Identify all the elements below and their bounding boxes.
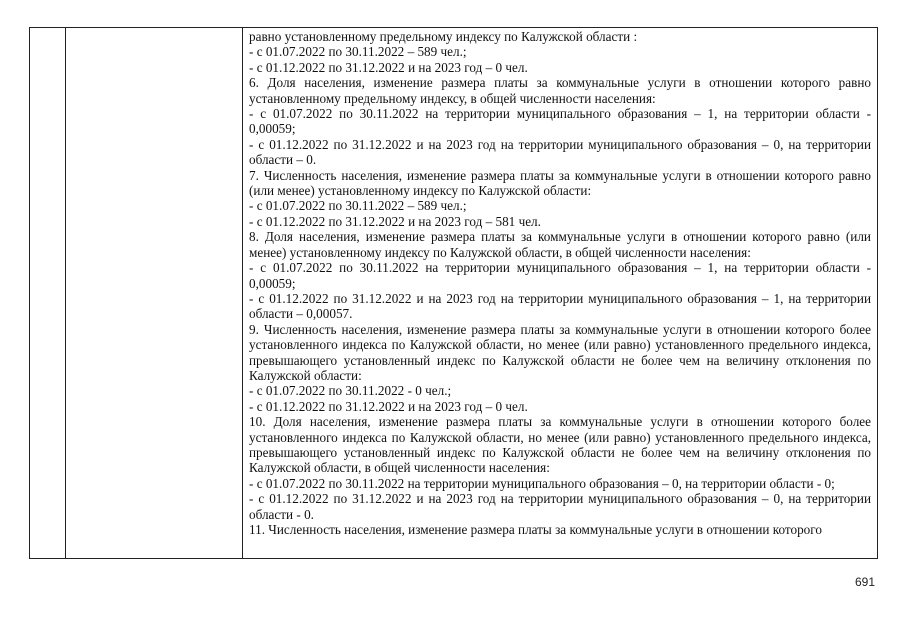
text-line: 7. Численность населения, изменение размера платы за коммунальные услуги в отношении которого равно (или менее) установленному индексу по Калужской области:	[249, 167, 871, 199]
text-line: - с 01.12.2022 по 31.12.2022 и на 2023 год – 581 чел.	[249, 213, 541, 229]
table-cell-content	[243, 28, 878, 559]
text-line: - с 01.07.2022 по 30.11.2022 на территории муниципального образования – 1, на территории области - 0,00059;	[249, 106, 871, 137]
document-table	[29, 27, 878, 559]
text-line: 11. Численность населения, изменение размера платы за коммунальные услуги в отношении которого	[249, 522, 822, 537]
text-line: 9. Численность населения, изменение размера платы за коммунальные услуги в отношении которого более установленного индекса по Калужской области, но менее (или равно) установленного предельного индекса, превышающего установленный индекс по Калужской области не более чем на величину отклонения по Калужской области:	[249, 321, 871, 383]
text-line: 10. Доля населения, изменение размера платы за коммунальные услуги в отношении которого более установленного индекса по Калужской области, но менее (или равно) установленного предельного индекса, превышающего установленный индекс по Калужской области не более чем на величину отклонения по Калужской области, в общей численности населения:	[249, 414, 871, 476]
content-text	[243, 28, 877, 558]
text-line: равно установленному предельному индексу по Калужской области :	[249, 29, 638, 44]
text-line: - с 01.07.2022 по 30.11.2022 – 589 чел.;	[249, 198, 467, 214]
text-line: 6. Доля населения, изменение размера платы за коммунальные услуги в отношении которого равно установленному предельному индексу, в общей численности населения:	[249, 75, 871, 106]
table-cell-number	[30, 28, 66, 559]
text-line: - с 01.12.2022 по 31.12.2022 и на 2023 год на территории муниципального образования – 1, на территории области – 0,00057.	[249, 290, 871, 322]
text-line: - с 01.12.2022 по 31.12.2022 и на 2023 год на территории муниципального образования – 0, на территории области - 0.	[249, 491, 871, 522]
text-line: - с 01.07.2022 по 30.11.2022 на территории муниципального образования – 0, на территории области - 0;	[249, 475, 835, 491]
table-cell-name	[66, 28, 243, 559]
text-line: - с 01.12.2022 по 31.12.2022 и на 2023 год – 0 чел.	[249, 398, 528, 414]
text-line: - с 01.07.2022 по 30.11.2022 – 589 чел.;	[249, 44, 467, 60]
page-number: 691	[854, 575, 875, 589]
text-line: - с 01.12.2022 по 31.12.2022 и на 2023 год – 0 чел.	[249, 59, 528, 75]
text-line: 8. Доля населения, изменение размера платы за коммунальные услуги в отношении которого равно (или менее) установленному индексу по Калужской области, в общей численности населения:	[249, 229, 871, 260]
table-row	[30, 28, 878, 559]
text-line: - с 01.07.2022 по 30.11.2022 на территории муниципального образования – 1, на территории области - 0,00059;	[249, 260, 871, 291]
text-line: - с 01.12.2022 по 31.12.2022 и на 2023 год на территории муниципального образования – 0, на территории области – 0.	[249, 136, 871, 168]
text-line: - с 01.07.2022 по 30.11.2022 - 0 чел.;	[249, 383, 452, 399]
